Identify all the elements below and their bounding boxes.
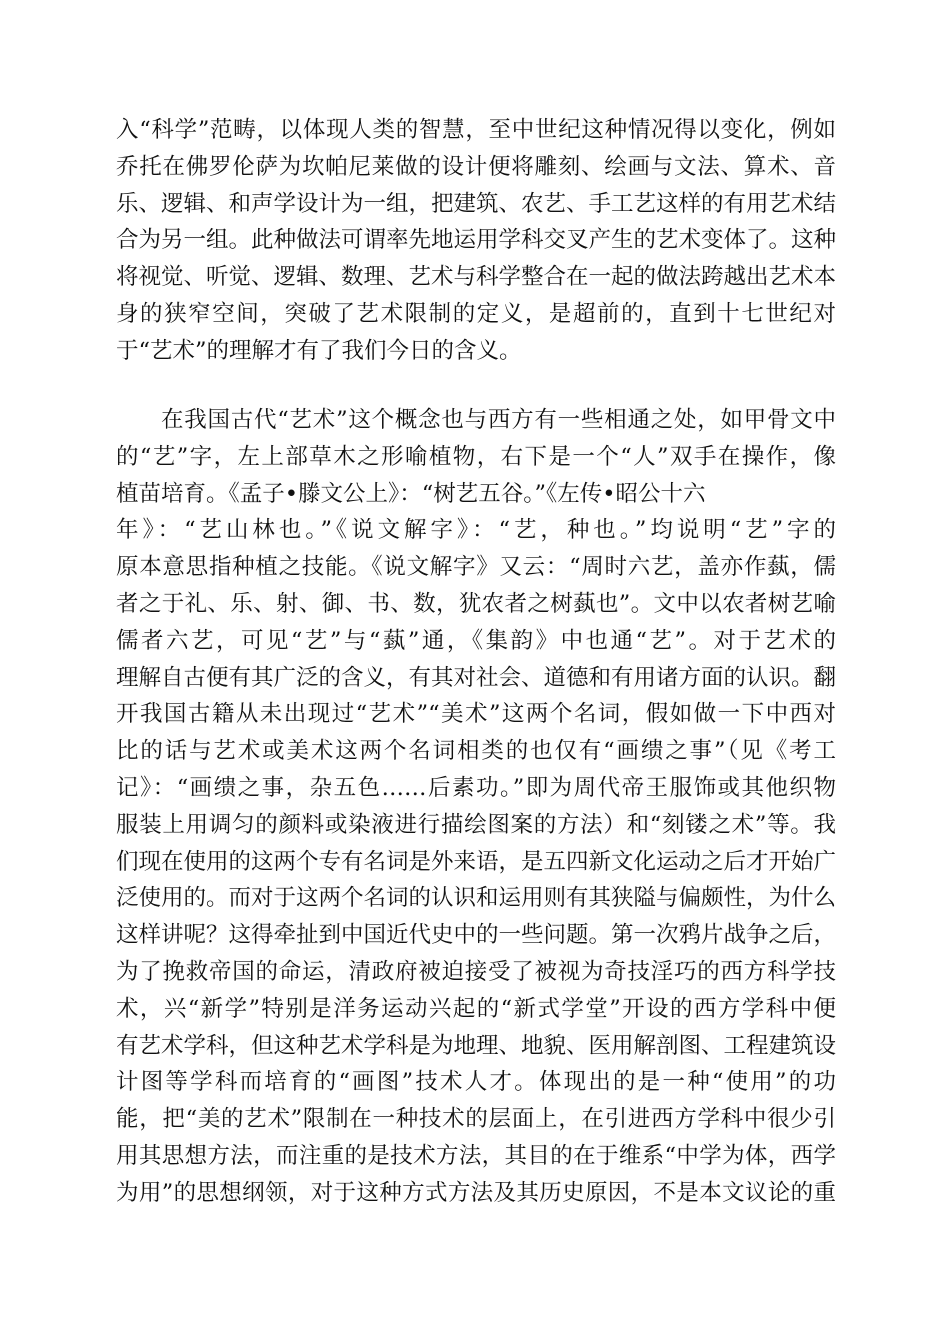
text-line: 们现在使用的这两个专有名词是外来语，是五四新文化运动之后才开始广 xyxy=(116,848,836,875)
text-line: 为了挽救帝国的命运，清政府被迫接受了被视为奇技淫巧的西方科学技 xyxy=(116,958,836,985)
text-line: 能，把“美的艺术”限制在一种技术的层面上，在引进西方学科中很少引 xyxy=(116,1106,836,1133)
text-line xyxy=(116,1212,836,1249)
text-line: 计图等学科而培育的“画图”技术人才。体现出的是一种“使用”的功 xyxy=(116,1069,836,1096)
text-line-last: 于“艺术”的理解才有了我们今日的含义。 xyxy=(116,337,522,364)
paragraph-art-concept-china xyxy=(116,402,836,1248)
text-line: 比的话与艺术或美术这两个名词相类的也仅有“画缋之事”（见《考工 xyxy=(116,738,836,765)
text-line: 为用”的思想纲领，对于这种方式方法及其历史原因，不是本文议论的重 xyxy=(116,1179,836,1206)
text-line: 年》：“艺山林也。”《说文解字》：“艺，种也。”均说明“艺”字的 xyxy=(116,517,836,544)
text-line: 的“艺”字，左上部草木之形喻植物，右下是一个“人”双手在操作，像 xyxy=(116,443,836,470)
text-line: 身的狭窄空间，突破了艺术限制的定义，是超前的，直到十七世纪对 xyxy=(116,300,836,327)
text-line: 服装上用调匀的颜料或染液进行描绘图案的方法）和“刻镂之术”等。我 xyxy=(116,811,836,838)
text-line: 入“科学”范畴，以体现人类的智慧，至中世纪这种情况得以变化，例如 xyxy=(116,117,836,143)
text-line: 有艺术学科，但这种艺术学科是为地理、地貌、医用解剖图、工程建筑设 xyxy=(116,1032,836,1059)
text-line: 理解自古便有其广泛的含义，有其对社会、道德和有用诸方面的认识。翻 xyxy=(116,664,836,691)
text-line: 原本意思指种植之技能。《说文解字》又云：“周时六艺，盖亦作蓺，儒 xyxy=(116,554,836,581)
text-line: 儒者六艺，可见“艺”与“蓺”通，《集韵》中也通“艺”。对于艺术的 xyxy=(116,627,836,654)
text-line: 乐、逻辑、和声学设计为一组，把建筑、农艺、手工艺这样的有用艺术结 xyxy=(116,190,836,217)
text-line-first: 在我国古代“艺术”这个概念也与西方有一些相通之处，如甲骨文中 xyxy=(161,407,836,433)
text-line: 将视觉、听觉、逻辑、数理、艺术与科学整合在一起的做法跨越出艺术本 xyxy=(116,264,836,291)
text-line: 这样讲呢？这得牵扯到中国近代史中的一些问题。第一次鸦片战争之后， xyxy=(116,922,836,949)
text-line: 乔托在佛罗伦萨为坎帕尼莱做的设计便将雕刻、绘画与文法、算术、音 xyxy=(116,153,836,180)
text-line: 植苗培育。《孟子•滕文公上》：“树艺五谷。”《左传•昭公十六 xyxy=(116,480,706,507)
text-line: 术，兴“新学”特别是洋务运动兴起的“新式学堂”开设的西方学科中便 xyxy=(116,995,836,1022)
text-line: 用其思想方法，而注重的是技术方法，其目的在于维系“中学为体，西学 xyxy=(116,1142,836,1169)
text-line: 者之于礼、乐、射、御、书、数，犹农者之树蓺也”。文中以农者树艺喻 xyxy=(116,590,836,617)
text-line: 泛使用的。而对于这两个名词的认识和运用则有其狭隘与偏颇性，为什么 xyxy=(116,885,836,912)
paragraph-art-history-west xyxy=(116,112,836,370)
text-line: 记》：“画缋之事，杂五色……后素功。”即为周代帝王服饰或其他织物 xyxy=(116,774,836,801)
text-line: 开我国古籍从未出现过“艺术”“美术”这两个名词，假如做一下中西对 xyxy=(116,701,836,728)
text-line: 合为另一组。此种做法可谓率先地运用学科交叉产生的艺术变体了。这种 xyxy=(116,227,836,254)
